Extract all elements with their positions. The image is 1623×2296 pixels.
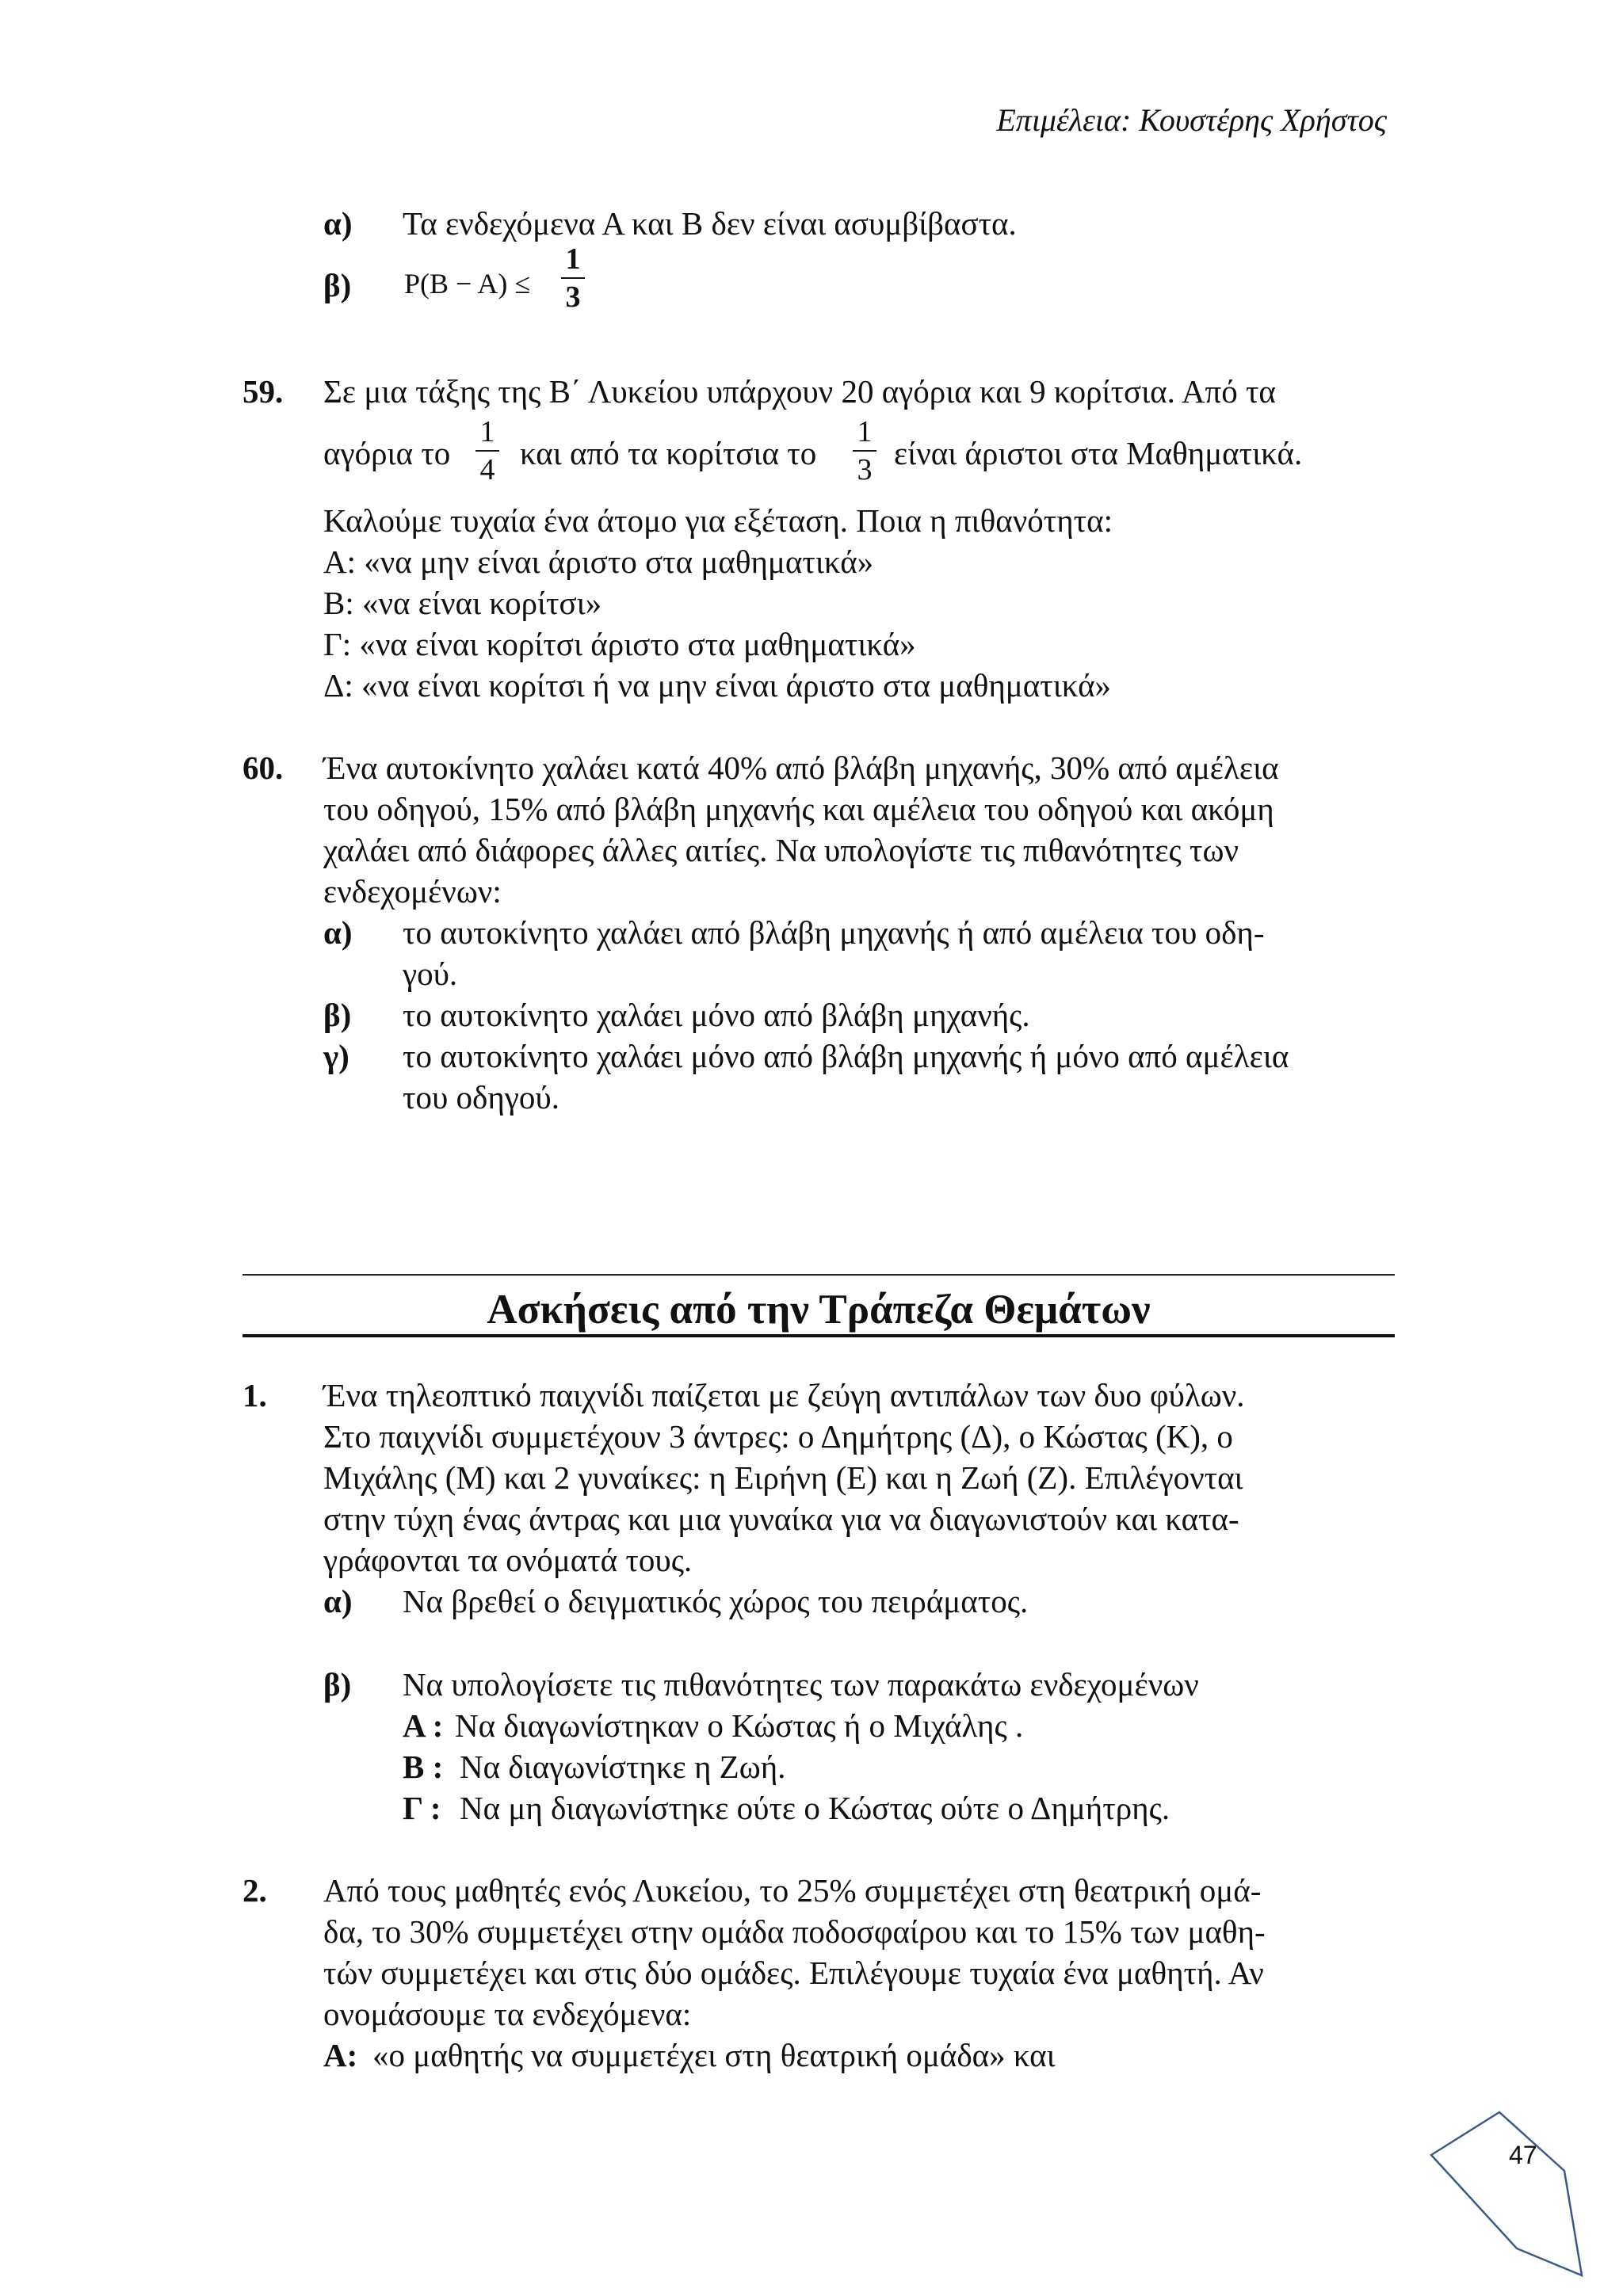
bank-exercise-1-line-3: Μιχάλης (Μ) και 2 γυναίκες: η Ειρήνη (Ε) και η Ζωή (Ζ). Επιλέγονται bbox=[323, 1459, 1243, 1496]
exercise-60-item-b-label: β) bbox=[323, 997, 352, 1033]
bank-exercise-1-item-a-label: α) bbox=[323, 1583, 353, 1619]
fraction-bar bbox=[561, 277, 585, 279]
fraction-denominator: 3 bbox=[857, 453, 873, 486]
exercise-60-item-c-line-2: του οδηγού. bbox=[403, 1079, 559, 1116]
prev-item-a-label: α) bbox=[323, 205, 353, 242]
section-title: Ασκήσεις από την Τράπεζα Θεμάτων bbox=[487, 1287, 1151, 1333]
bank-exercise-1-event-a-text: Να διαγωνίστηκαν ο Κώστας ή ο Μιχάλης . bbox=[455, 1707, 1024, 1744]
section-rule-bottom bbox=[242, 1334, 1395, 1337]
bank-exercise-1-line-1: Ένα τηλεοπτικό παιχνίδι παίζεται με ζεύγη αντιπάλων των δυο φύλων. bbox=[323, 1377, 1245, 1413]
section-rule-top bbox=[242, 1274, 1395, 1276]
bank-exercise-2-line-1: Από τους μαθητές ενός Λυκείου, το 25% συμμετέχει στη θεατρική ομά- bbox=[323, 1872, 1262, 1909]
bank-exercise-1-line-5: γράφονται τα ονόματά τους. bbox=[323, 1542, 693, 1578]
bank-exercise-1-item-b-text: Να υπολογίσετε τις πιθανότητες των παρακάτω ενδεχομένων bbox=[403, 1666, 1199, 1703]
exercise-59-line-2a: αγόρια το bbox=[323, 435, 451, 471]
exercise-60-line-3: χαλάει από διάφορες άλλες αιτίες. Να υπολογίστε τις πιθανότητες των bbox=[323, 832, 1239, 868]
page-number: 47 bbox=[1509, 2141, 1537, 2169]
fraction-numerator: 1 bbox=[857, 415, 873, 448]
exercise-59-line-3: Καλούμε τυχαία ένα άτομο για εξέταση. Ποια η πιθανότητα: bbox=[323, 502, 1113, 539]
exercise-60-item-c-label: γ) bbox=[323, 1038, 349, 1074]
exercise-59-line-1: Σε μια τάξης της Β΄ Λυκείου υπάρχουν 20 αγόρια και 9 κορίτσια. Από τα bbox=[323, 373, 1276, 410]
bank-exercise-1-event-g-text: Να μη διαγωνίστηκε ούτε ο Κώστας ούτε ο Δημήτρης. bbox=[460, 1790, 1170, 1826]
bank-exercise-1-event-g-label: Γ : bbox=[403, 1790, 441, 1826]
bank-exercise-1-number: 1. bbox=[242, 1377, 267, 1413]
fraction-bar bbox=[475, 450, 499, 452]
running-header: Επιμέλεια: Κουστέρης Χρήστος bbox=[996, 102, 1387, 138]
exercise-59-number: 59. bbox=[242, 373, 284, 410]
exercise-60-item-c-line-1: το αυτοκίνητο χαλάει μόνο από βλάβη μηχανής ή μόνο από αμέλεια bbox=[403, 1038, 1289, 1074]
bank-exercise-1-item-b-label: β) bbox=[323, 1666, 352, 1703]
fraction-denominator: 3 bbox=[565, 280, 581, 314]
exercise-60-line-4: ενδεχομένων: bbox=[323, 873, 502, 910]
exercise-59-event-a: Α: «να μην είναι άριστο στα μαθηματικά» bbox=[323, 543, 874, 580]
exercise-60-line-2: του οδηγού, 15% από βλάβη μηχανής και αμέλεια του οδηγού και ακόμη bbox=[323, 791, 1274, 827]
prev-item-a-text: Τα ενδεχόμενα Α και Β δεν είναι ασυμβίβαστα. bbox=[403, 205, 1017, 242]
bank-exercise-2-line-3: τών συμμετέχει και στις δύο ομάδες. Επιλέγουμε τυχαία ένα μαθητή. Αν bbox=[323, 1955, 1264, 1991]
exercise-59-fraction-third bbox=[853, 417, 876, 485]
fraction-denominator: 4 bbox=[479, 453, 495, 486]
exercise-59-fraction-quarter bbox=[475, 417, 499, 485]
fraction-numerator: 1 bbox=[565, 242, 581, 276]
bank-exercise-1-line-4: στην τύχη ένας άντρας και μια γυναίκα για να διαγωνιστούν και κατα- bbox=[323, 1501, 1239, 1537]
exercise-59-event-g: Γ: «να είναι κορίτσι άριστο στα μαθηματικά» bbox=[323, 626, 916, 662]
page-number-badge-shape bbox=[1431, 2112, 1582, 2275]
exercise-60-item-a-line-2: γού. bbox=[403, 955, 458, 992]
exercise-60-item-a-label: α) bbox=[323, 914, 353, 951]
exercise-59-line-2c: είναι άριστοι στα Μαθηματικά. bbox=[894, 435, 1303, 471]
exercise-60-line-1: Ένα αυτοκίνητο χαλάει κατά 40% από βλάβη μηχανής, 30% από αμέλεια bbox=[323, 749, 1279, 786]
bank-exercise-2-line-4: ονομάσουμε τα ενδεχόμενα: bbox=[323, 1996, 692, 2032]
exercise-60-item-b-line-1: το αυτοκίνητο χαλάει μόνο από βλάβη μηχανής. bbox=[403, 997, 1030, 1033]
exercise-59-event-b: Β: «να είναι κορίτσι» bbox=[323, 585, 602, 621]
exercise-60-number: 60. bbox=[242, 749, 284, 786]
fraction-numerator: 1 bbox=[479, 415, 495, 448]
prev-item-b-fraction bbox=[561, 244, 585, 312]
bank-exercise-1-item-a-text: Να βρεθεί ο δειγματικός χώρος του πειράματος. bbox=[403, 1583, 1029, 1619]
bank-exercise-1-event-b-text: Να διαγωνίστηκε η Ζωή. bbox=[460, 1749, 786, 1785]
exercise-59-line-2b: και από τα κορίτσια το bbox=[520, 435, 817, 471]
bank-exercise-1-event-a-label: Α : bbox=[403, 1707, 444, 1744]
fraction-bar bbox=[853, 450, 876, 452]
bank-exercise-2-line-2: δα, το 30% συμμετέχει στην ομάδα ποδοσφαίρου και το 15% των μαθη- bbox=[323, 1913, 1266, 1950]
bank-exercise-1-line-2: Στο παιχνίδι συμμετέχουν 3 άντρες: ο Δημήτρης (Δ), ο Κώστας (Κ), ο bbox=[323, 1418, 1233, 1455]
bank-exercise-2-event-a-text: «ο μαθητής να συμμετέχει στη θεατρική ομάδα» και bbox=[372, 2037, 1056, 2073]
bank-exercise-2-event-a-label: Α: bbox=[323, 2037, 358, 2073]
exercise-59-event-d: Δ: «να είναι κορίτσι ή να μην είναι άριστο στα μαθηματικά» bbox=[323, 667, 1112, 704]
page-number-badge bbox=[1426, 2107, 1585, 2282]
bank-exercise-2-number: 2. bbox=[242, 1872, 267, 1909]
prev-item-b-label: β) bbox=[323, 267, 352, 303]
exercise-60-item-a-line-1: το αυτοκίνητο χαλάει από βλάβη μηχανής ή από αμέλεια του οδη- bbox=[403, 914, 1265, 951]
bank-exercise-1-event-b-label: Β : bbox=[403, 1749, 444, 1785]
prev-item-b-expression: P(B − A) ≤ bbox=[404, 268, 531, 299]
